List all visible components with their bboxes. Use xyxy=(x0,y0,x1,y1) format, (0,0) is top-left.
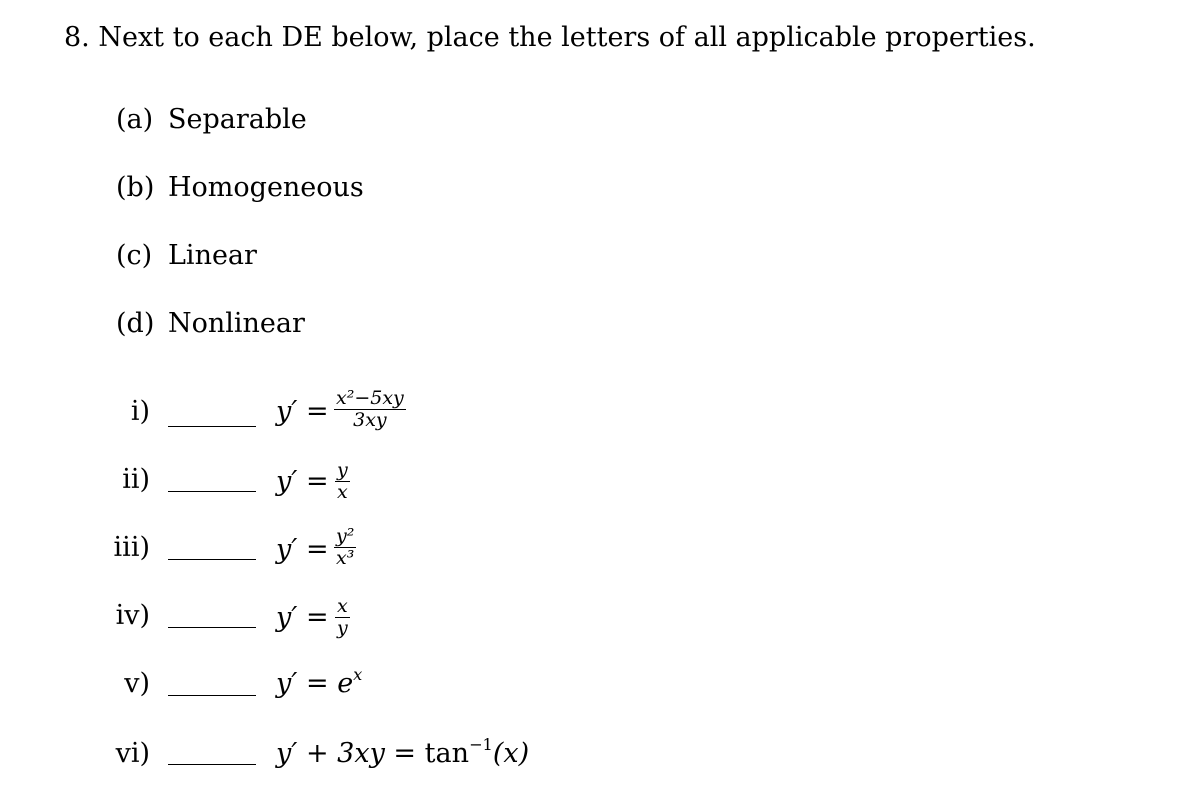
equation-vi xyxy=(276,735,530,769)
option-b xyxy=(116,172,364,203)
answer-blank-i[interactable] xyxy=(168,426,256,427)
option-label: (a) xyxy=(116,104,154,135)
fraction-denominator: y xyxy=(337,617,348,639)
equation-label-v: v) xyxy=(124,668,150,699)
option-text: Linear xyxy=(168,240,257,271)
equation-lhs-i: y′ = xyxy=(276,396,329,427)
answer-blank-iii[interactable] xyxy=(168,559,256,560)
equation-exponent: x xyxy=(353,665,363,684)
option-d xyxy=(116,308,305,339)
equation-fraction-ii xyxy=(335,460,350,503)
option-a xyxy=(116,104,307,135)
fraction-denominator: x³ xyxy=(336,547,355,569)
question-text: 8. Next to each DE below, place the letters of all applicable properties. xyxy=(64,22,1036,53)
option-label: (c) xyxy=(116,240,153,271)
equation-rhs: tan xyxy=(424,738,469,769)
equation-label-iii: iii) xyxy=(113,532,150,563)
equation-lhs: y′ = xyxy=(276,668,329,699)
equation-lhs-iv: y′ = xyxy=(276,602,329,633)
equation-fraction-iii xyxy=(334,526,356,569)
fraction-numerator: y xyxy=(337,459,348,481)
option-label: (b) xyxy=(116,172,155,203)
equation-label-iv: iv) xyxy=(115,600,150,631)
fraction-numerator: y² xyxy=(336,525,355,547)
equation-lhs: y′ + 3xy = xyxy=(276,738,417,769)
option-label: (d) xyxy=(116,308,155,339)
equation-lhs-iii: y′ = xyxy=(276,534,329,565)
fraction-numerator: x²−5xy xyxy=(336,387,404,409)
equation-label-vi: vi) xyxy=(115,738,150,769)
equation-label-ii: ii) xyxy=(122,464,150,495)
answer-blank-ii[interactable] xyxy=(168,491,256,492)
equation-rhs: e xyxy=(337,668,354,699)
equation-v xyxy=(276,665,363,699)
equation-label-i: i) xyxy=(130,396,150,427)
equation-exponent: −1 xyxy=(468,735,493,754)
answer-blank-iv[interactable] xyxy=(168,627,256,628)
fraction-numerator: x xyxy=(337,595,348,617)
fraction-denominator: x xyxy=(337,481,348,503)
equation-fraction-i xyxy=(334,388,406,431)
equation-argument: (x) xyxy=(492,738,530,769)
equation-fraction-iv xyxy=(335,596,350,639)
option-text: Separable xyxy=(168,104,307,135)
option-c xyxy=(116,240,257,271)
option-text: Nonlinear xyxy=(168,308,305,339)
fraction-denominator: 3xy xyxy=(353,409,387,431)
answer-blank-v[interactable] xyxy=(168,695,256,696)
answer-blank-vi[interactable] xyxy=(168,764,256,765)
equation-lhs-ii: y′ = xyxy=(276,466,329,497)
option-text: Homogeneous xyxy=(168,172,364,203)
